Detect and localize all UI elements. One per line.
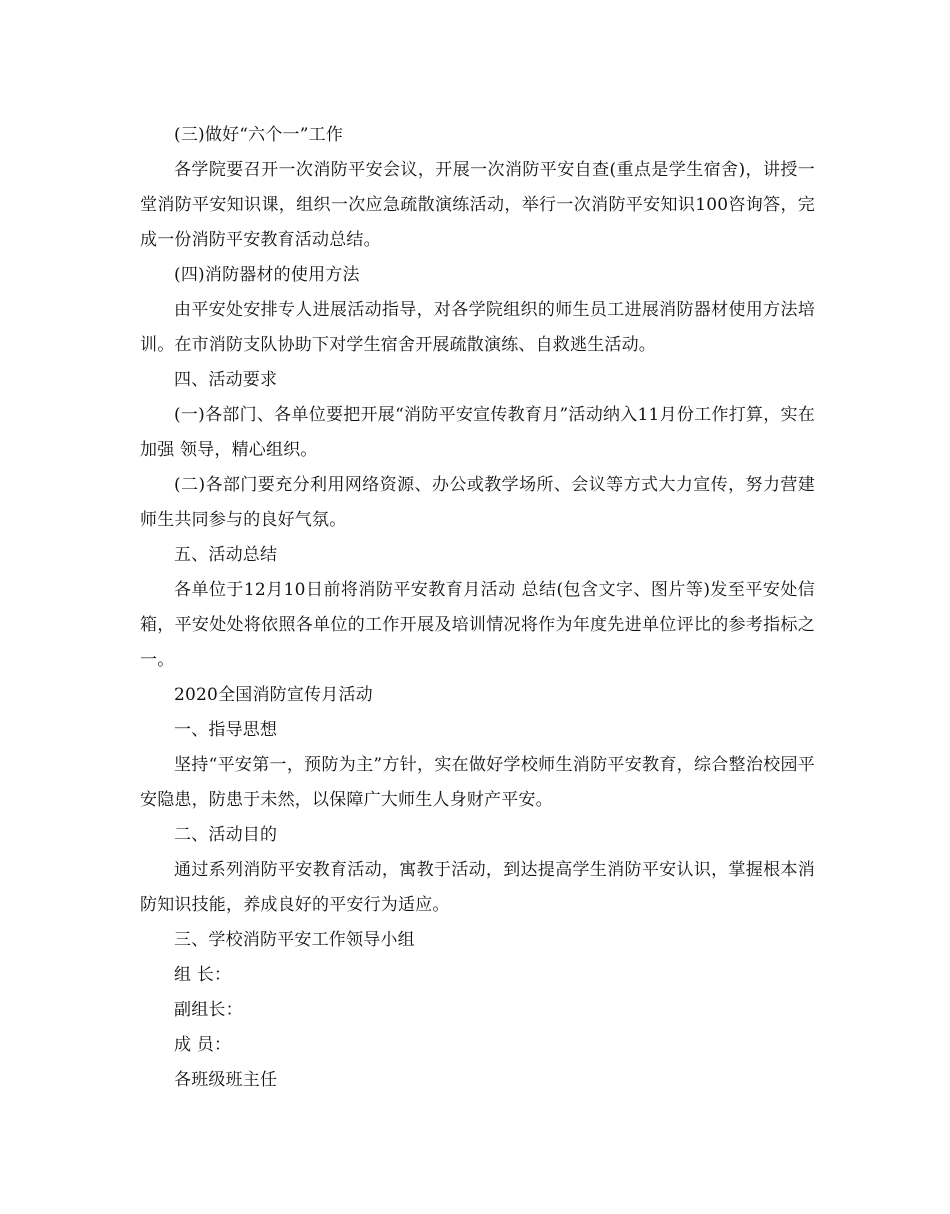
- section-heading: 三、学校消防平安工作领导小组: [174, 930, 415, 950]
- section-heading: (三)做好“六个一”工作: [174, 125, 344, 145]
- document-body: [140, 118, 815, 1098]
- section-heading: (四)消防器材的使用方法: [174, 265, 360, 285]
- paragraph: 各单位于12月10日前将消防平安教育月活动 总结(包含文字、图片等)发至平安处信箱，平安处处将依照各单位的工作开展及培训情况将作为年度先进单位评比的参考指标之一。: [140, 580, 815, 670]
- paragraph: 通过系列消防平安教育活动，寓教于活动，到达提高学生消防平安认识，掌握根本消防知识技能，养成良好的平安行为适应。: [140, 860, 815, 915]
- section-heading: 五、活动总结: [174, 545, 278, 565]
- members-line: 成 员：: [174, 1035, 232, 1055]
- paragraph: 坚持“平安第一，预防为主”方针，实在做好学校师生消防平安教育，综合整治校园平安隐患，防患于未然，以保障广大师生人身财产平安。: [140, 755, 815, 810]
- section-heading: 四、活动要求: [174, 370, 278, 390]
- paragraph: (二)各部门要充分利用网络资源、办公或教学场所、会议等方式大力宣传，努力营建师生共同参与的良好气氛。: [140, 475, 815, 530]
- section-heading: 一、指导思想: [174, 720, 278, 740]
- deputy-leader-line: 副组长：: [174, 1000, 243, 1020]
- section-heading: 二、活动目的: [174, 825, 278, 845]
- paragraph: (一)各部门、各单位要把开展“消防平安宣传教育月”活动纳入11月份工作打算，实在加强 领导，精心组织。: [140, 405, 815, 460]
- document-title: 2020全国消防宣传月活动: [174, 685, 373, 705]
- leader-line: 组 长：: [174, 965, 232, 985]
- paragraph: 由平安处安排专人进展活动指导，对各学院组织的师生员工进展消防器材使用方法培训。在市消防支队协助下对学生宿舍开展疏散演练、自救逃生活动。: [140, 300, 815, 355]
- class-teachers-line: 各班级班主任: [174, 1070, 278, 1090]
- paragraph: 各学院要召开一次消防平安会议，开展一次消防平安自查(重点是学生宿舍)，讲授一堂消防平安知识课，组织一次应急疏散演练活动，举行一次消防平安知识100咨询答，完成一份消防平安教育活动总结。: [140, 160, 815, 250]
